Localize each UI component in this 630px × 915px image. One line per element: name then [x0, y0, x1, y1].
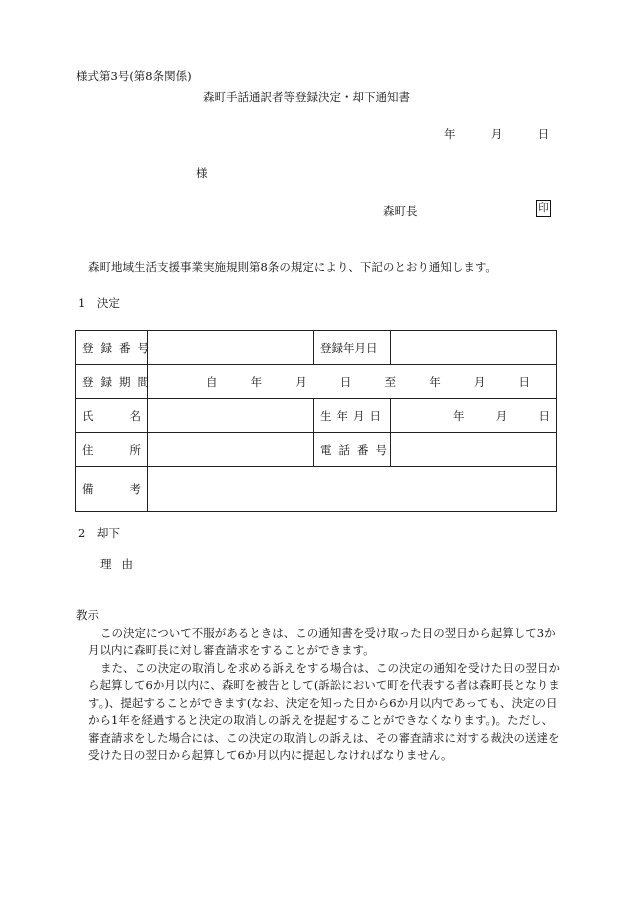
table-row: [76, 365, 557, 399]
decision-table: [75, 330, 557, 512]
table-row: [76, 399, 557, 433]
period-to: 至: [384, 374, 397, 389]
period-value: [148, 365, 557, 399]
phone-value: [391, 433, 557, 467]
intro-text: 森町地域生活支援事業実施規則第8条の規定により、下記のとおり通知します。: [88, 260, 497, 274]
period-month-2: 月: [473, 374, 486, 389]
notice-heading: 教示: [76, 608, 99, 622]
sender-name: 森町長: [383, 204, 418, 218]
table-row: [76, 331, 557, 365]
reg-date-value: [391, 331, 557, 365]
period-year-1: 年: [250, 374, 263, 389]
form-number: 様式第3号(第8条関係): [76, 69, 192, 83]
birth-month: 月: [495, 408, 508, 423]
date-line: [444, 126, 549, 142]
period-month-1: 月: [295, 374, 307, 389]
date-day: 日: [537, 127, 550, 141]
period-label: 登録期間: [76, 365, 148, 399]
reg-no-label: 登録番号: [76, 331, 148, 365]
section1-heading: 1 決定: [78, 296, 120, 310]
reg-date-label: 登録年月日: [314, 331, 391, 365]
document-title: 森町手話通訳者等登録決定・却下通知書: [203, 90, 410, 104]
notice-paragraph-2: また、この決定の取消しを求める訴えをする場合は、この決定の通知を受けた日の翌日から起算して6か月以内に、森町を被告として(訴訟において町を代表する者は森町長となります。)、提起することができます(なお、決定を知った日から6か月以内であっても、決定の日から1年を経過すると決定の取消しの訴えを提起することができなくなります。)。ただし、審査請求をした場合には、この決定の取消しの訴えは、その審査請求に対する裁決の送達を受けた日の翌日から起算して6か月以内に提起しなければなりません。: [88, 661, 560, 763]
name-label: 氏 名: [76, 399, 148, 433]
table-row: [76, 433, 557, 467]
remarks-label: 備 考: [76, 467, 148, 512]
remarks-value: [148, 467, 557, 512]
birth-label: 生年月日: [314, 399, 391, 433]
period-day-2: 日: [518, 374, 530, 389]
phone-label: 電話番号: [314, 433, 391, 467]
date-year: 年: [444, 127, 456, 141]
address-value: [148, 433, 314, 467]
period-year-2: 年: [429, 374, 441, 389]
period-day-1: 日: [339, 374, 352, 389]
reg-no-value: [148, 331, 314, 365]
section2-heading: 2 却下: [78, 526, 120, 540]
table-row: [76, 467, 557, 512]
addressee-suffix: 様: [196, 166, 208, 180]
notice-paragraph-1: この決定について不服があるときは、この通知書を受け取った日の翌日から起算して3か月以内に森町長に対し審査請求をすることができます。: [88, 626, 556, 658]
period-from: 自: [206, 374, 218, 389]
date-month: 月: [490, 127, 503, 141]
reason-label: 理由: [100, 557, 143, 571]
birth-day: 日: [538, 408, 550, 423]
birth-year: 年: [453, 408, 465, 423]
birth-value: [391, 399, 557, 433]
address-label: 住 所: [76, 433, 148, 467]
name-value: [148, 399, 314, 433]
seal-stamp: 印: [536, 200, 551, 217]
